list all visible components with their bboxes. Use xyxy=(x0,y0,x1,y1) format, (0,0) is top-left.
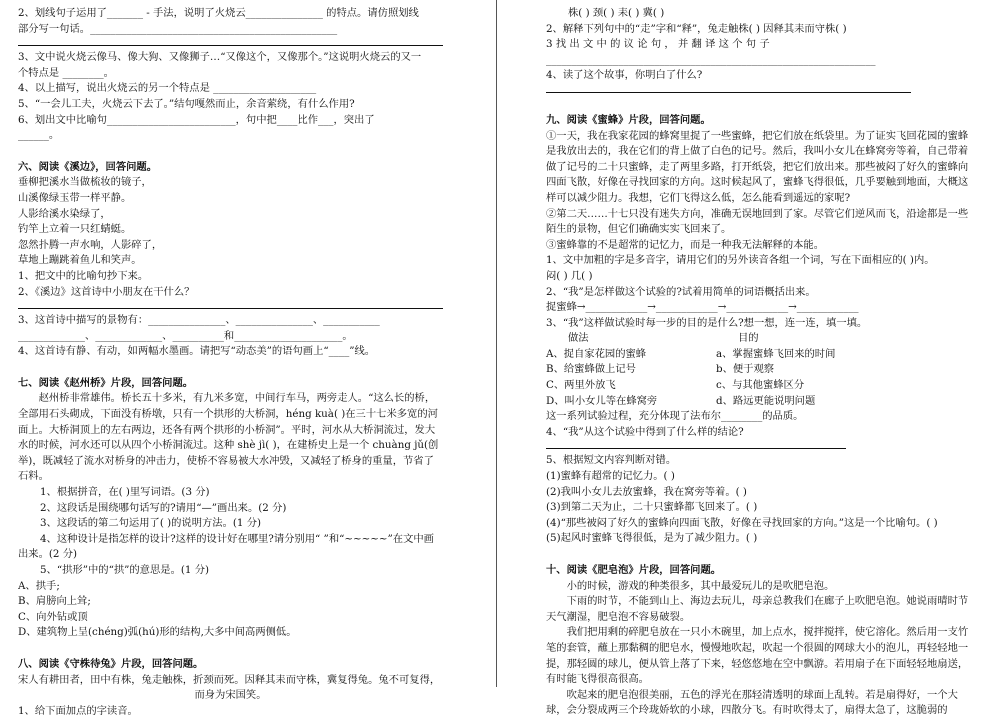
question-text: 1、给下面加点的字读音。 xyxy=(18,704,138,717)
question-text: 5、根据短文内容判断对错。 xyxy=(546,454,677,467)
question-text: 2、这段话是围绕哪句话写的?请用“—”画出来。(2 分) xyxy=(40,501,287,514)
passage-paragraph: 小的时候，游戏的种类很多，其中最爱玩儿的是吹肥皂泡。 xyxy=(566,579,835,592)
question-text: 3、“我”这样做试验时每一步的目的是什么?想一想，连一连，填一填。 xyxy=(546,316,868,329)
judge-item: (2)我叫小女儿去放蜜蜂，我在窝旁等着。( ) xyxy=(546,485,747,498)
question-text: 3、这首诗中描写的景物有：_______________、_______________、___________ xyxy=(18,314,380,327)
right-column xyxy=(546,6,976,719)
matching-header-right: 目的 xyxy=(738,332,759,345)
matching-left-item: B、给蜜蜂做上记号 xyxy=(546,363,636,376)
question-text: _____________、_____________、__________和_____________________。 xyxy=(18,329,353,342)
question-text: 3、文中说火烧云像马、像大狗、又像狮子…“又像这个，又像那个。”这说明火烧云的又一 xyxy=(18,51,422,64)
passage-paragraph: ①一天，我在我家花园的蜂窝里捉了一些蜜蜂，把它们放在纸袋里。为了证实飞回花园的蜜蜂是我放出去的，我在它们的背上做了白色的记号。然后，我叫小女儿在蜂窝旁等着，自己带着做了记号的二十只蜜蜂，走了两里多路，打开纸袋，把它们放出来。那些被闷了好久的蜜蜂向四面飞散，好像在寻找回家的方向。这时候起风了，蜜蜂飞得很低，几乎要触到地面，大概这样可以减少阻力。我想，它们飞得这么低，怎么能看到遥远的家呢? xyxy=(546,129,969,204)
question-text: ______。 xyxy=(18,129,60,142)
question-text: 6、划出文中比喻句_________________________，句中把____比作___，突出了 xyxy=(18,113,375,126)
column-divider xyxy=(496,0,497,687)
question-text: 2、“我”是怎样做这个试验的?试着用简单的词语概括出来。 xyxy=(546,285,816,298)
judge-item: (1)蜜蜂有超常的记忆力。( ) xyxy=(546,470,675,483)
option-item: B、肩膀向上耸; xyxy=(18,595,91,608)
passage-paragraph: ②第二天……十七只没有迷失方向，准确无误地回到了家。尽管它们逆风而飞，沿途都是一些陌生的景物，但它们确确实实飞回来了。 xyxy=(546,207,969,236)
poem-line: 钓竿上立着一只红蜻蜓。 xyxy=(18,223,132,236)
question-text: 2、《溪边》这首诗中小朋友在干什么？ xyxy=(18,285,195,298)
answer-line xyxy=(546,84,911,93)
question-text: 1、根据拼音，在( )里写词语。(3 分) xyxy=(40,486,210,499)
passage-paragraph: 宋人有耕田者，田中有株，兔走触株，折颈而死。因释其耒而守株，冀复得兔。兔不可复得， xyxy=(18,673,441,686)
passage-paragraph: 而身为宋国笑。 xyxy=(194,689,267,702)
matching-left-item: C、两里外放飞 xyxy=(546,379,616,392)
question-text: 1、把文中的比喻句抄下来。 xyxy=(18,269,149,282)
section-heading-mifeng: 九、阅读《蜜蜂》片段，回答问题。 xyxy=(546,113,711,126)
passage-paragraph: ③蜜蜂靠的不是超常的记忆力，而是一种我无法解释的本能。 xyxy=(546,238,825,251)
question-text: 5、“一会儿工夫，火烧云下去了。”结句嘎然而止，余音萦绕，有什么作用? xyxy=(18,97,355,110)
poem-line: 山溪像绿玉带一样平静。 xyxy=(18,191,132,204)
question-text: 5、“拱形”中的“拱”的意思是。(1 分) xyxy=(40,564,210,576)
matching-header xyxy=(546,331,976,347)
question-text: 2、解释下列句中的“走”字和“释”，兔走触株( ) 因释其耒而守株( ) xyxy=(546,22,847,35)
question-text: 株( ) 颈( ) 耒( ) 冀( ) xyxy=(568,7,665,19)
question-text: 4、“我”从这个试验中得到了什么样的结论? xyxy=(546,425,744,438)
matching-row xyxy=(546,362,976,378)
passage-paragraph: 吹起来的肥皂泡很美丽，五色的浮光在那轻清透明的球面上乱转。若是扇得好，一个大球，会分裂成两三个玲珑娇软的小球，四散分飞。有时吹得太了，扇得太急了，这脆弱的 xyxy=(546,688,958,717)
poem-line: 草地上蹦跳着鱼儿和笑声。 xyxy=(18,254,142,267)
question-text: ________________________________________________________________ xyxy=(546,53,876,66)
question-text: 个特点是 ________。 xyxy=(18,66,114,79)
question-text: 捉蜜蜂→____________→____________→____________→____________ xyxy=(546,301,859,314)
matching-left-item: A、捉自家花园的蜜蜂 xyxy=(546,347,647,360)
option-item: A、拱手; xyxy=(18,579,60,592)
question-text: 4、这种设计是指怎样的设计?这样的设计好在哪里?请分别用“ ”和“~~~~~”在文中画出来。(2 分) xyxy=(18,532,434,561)
answer-line xyxy=(18,37,443,46)
matching-row xyxy=(546,347,976,363)
section-heading-shouzhudaitu: 八、阅读《守株待兔》片段，回答问题。 xyxy=(18,657,204,670)
option-item: C、向外钻或顶 xyxy=(18,610,88,623)
answer-line xyxy=(18,300,443,309)
question-text: 4、以上描写，说出火烧云的另一个特点是 ____________________ xyxy=(18,82,317,95)
question-text: 4、这首诗有静、有动，如两幅水墨画。请把写“动态美”的语句画上“____”线。 xyxy=(18,345,376,358)
passage-paragraph: 我们把用剩的碎肥皂放在一只小木碗里，加上点水，搅拌搅拌，使它溶化。然后用一支竹笔的套管，蘸上那黏稠的肥皂水，慢慢地吹起，吹起一个很圆的网球大小的泡儿，再轻轻地一提，那轻圆的球儿，便从管上落了下来，轻悠悠地在空中飘游。若用扇子在下面轻轻地扇送，有时能飞得很高很高。 xyxy=(546,626,969,686)
poem-line: 垂柳把溪水当做梳妆的镜子， xyxy=(18,176,152,189)
matching-right-item: d、路远更能说明问题 xyxy=(716,394,816,407)
question-text: 3、这段话的第二句运用了( )的说明方法。(1 分) xyxy=(40,517,262,530)
matching-right-item: c、与其他蜜蜂区分 xyxy=(716,379,805,392)
question-text: 4、读了这个故事，你明白了什么? xyxy=(546,69,703,82)
poem-line: 忽然扑腾一声水响，人影碎了， xyxy=(18,238,163,251)
option-item: D、建筑物上呈(chéng)弧(hú)形的结构,大多中间高两侧低。 xyxy=(18,626,297,639)
question-text: 部分写一句话。________________________________________________ xyxy=(18,22,338,35)
question-text: 这一系列试验过程，充分体现了法布尔________的品质。 xyxy=(546,410,804,423)
judge-item: (5)起风时蜜蜂飞得很低，是为了减少阻力。( ) xyxy=(546,532,758,545)
left-column xyxy=(18,6,443,719)
poem-line: 人影给溪水染绿了， xyxy=(18,207,111,220)
section-heading-zhaozhouqiao: 七、阅读《赵州桥》片段，回答问题。 xyxy=(18,376,194,389)
matching-row xyxy=(546,378,976,394)
judge-item: (3)到第二天为止，二十只蜜蜂都飞回来了。( ) xyxy=(546,501,758,514)
matching-right-item: a、掌握蜜蜂飞回来的时间 xyxy=(716,347,836,360)
question-text: 2、划线句子运用了_______ - 手法，说明了火烧云_______________ 的特点。请仿照划线 xyxy=(18,7,419,19)
matching-right-item: b、便于观察 xyxy=(716,363,775,376)
question-text: 1、文中加粗的字是多音字，请用它们的另外读音各组一个词，写在下面相应的( )内。 xyxy=(546,254,935,267)
matching-row xyxy=(546,394,976,410)
answer-line xyxy=(546,440,846,449)
matching-left-item: D、叫小女儿等在蜂窝旁 xyxy=(546,394,658,407)
section-heading-xibian: 六、阅读《溪边》，回答问题。 xyxy=(18,160,158,173)
passage-paragraph: 赵州桥非常雄伟。桥长五十多米，有九米多宽，中间行车马，两旁走人。“这么长的桥，全部用石头砌成，下面没有桥墩，只有一个拱形的大桥洞，héng kuà( )在三十七米多宽的河面上。大桥洞顶上的左右两边，还各有两个拱形的小桥洞”。平时，河水从大桥洞流过，发大水的时候，河水还可以从四个小桥洞流过。这种 shè jì( )，在建桥史上是一个 chuàng jǔ(创举)，既减轻了流水对桥身的冲击力，使桥不容易被大水冲毁，又减轻了桥身的重量，节省了石料。 xyxy=(18,392,439,483)
judge-item: (4)“那些被闷了好久的蜜蜂向四面飞散，好像在寻找回家的方向。”这是一个比喻句。( ) xyxy=(546,516,938,529)
question-text: 3 找 出 文 中 的 议 论 句 ， 并 翻 译 这 个 句 子 xyxy=(546,38,770,51)
passage-paragraph: 下雨的时节，不能到山上、海边去玩儿，母亲总教我们在廊子上吹肥皂泡。她说雨晴时节天气潮湿，肥皂泡不容易破裂。 xyxy=(546,595,969,623)
matching-header-left: 做法 xyxy=(568,332,589,345)
question-text: 闷( ) 几( ) xyxy=(546,269,593,282)
section-heading-feizaopao: 十、阅读《肥皂泡》片段，回答问题。 xyxy=(546,564,722,576)
